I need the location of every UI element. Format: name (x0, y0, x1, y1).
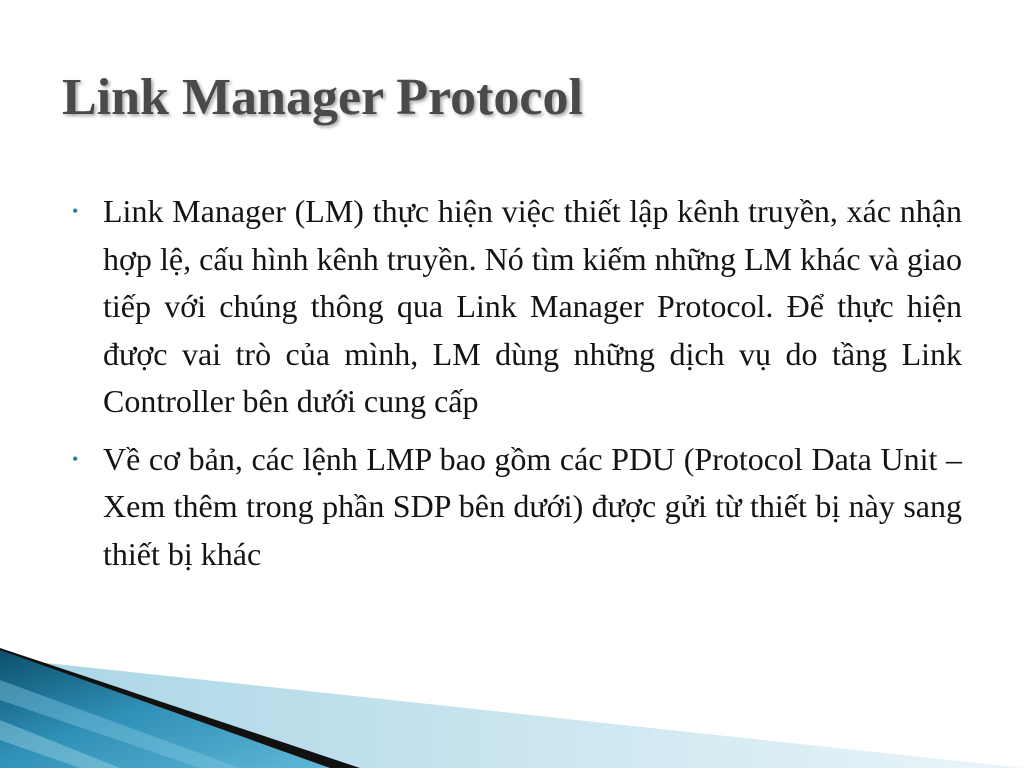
bullet-item (72, 436, 962, 579)
slide-title: Link Manager Protocol (62, 69, 583, 126)
bullet-marker-icon: • (72, 448, 79, 469)
decorative-swoosh (0, 600, 1024, 768)
bullet-marker-icon: • (72, 201, 79, 221)
bullet-list (72, 188, 962, 588)
bullet-item (72, 188, 962, 426)
bullet-text: Link Manager (LM) thực hiện việc thiết lập kênh truyền, xác nhận hợp lệ, cấu hình kênh truyền. Nó tìm kiếm những LM khác và giao tiếp với chúng thông qua Link Manager Protocol. Để thực hiện được vai trò của mình, LM dùng những dịch vụ do tầng Link Controller bên dưới cung cấp (103, 193, 962, 419)
bullet-text: Về cơ bản, các lệnh LMP bao gồm các PDU (Protocol Data Unit – Xem thêm trong phần SDP bên dưới) được gửi từ thiết bị này sang thiết bị khác (103, 440, 962, 572)
